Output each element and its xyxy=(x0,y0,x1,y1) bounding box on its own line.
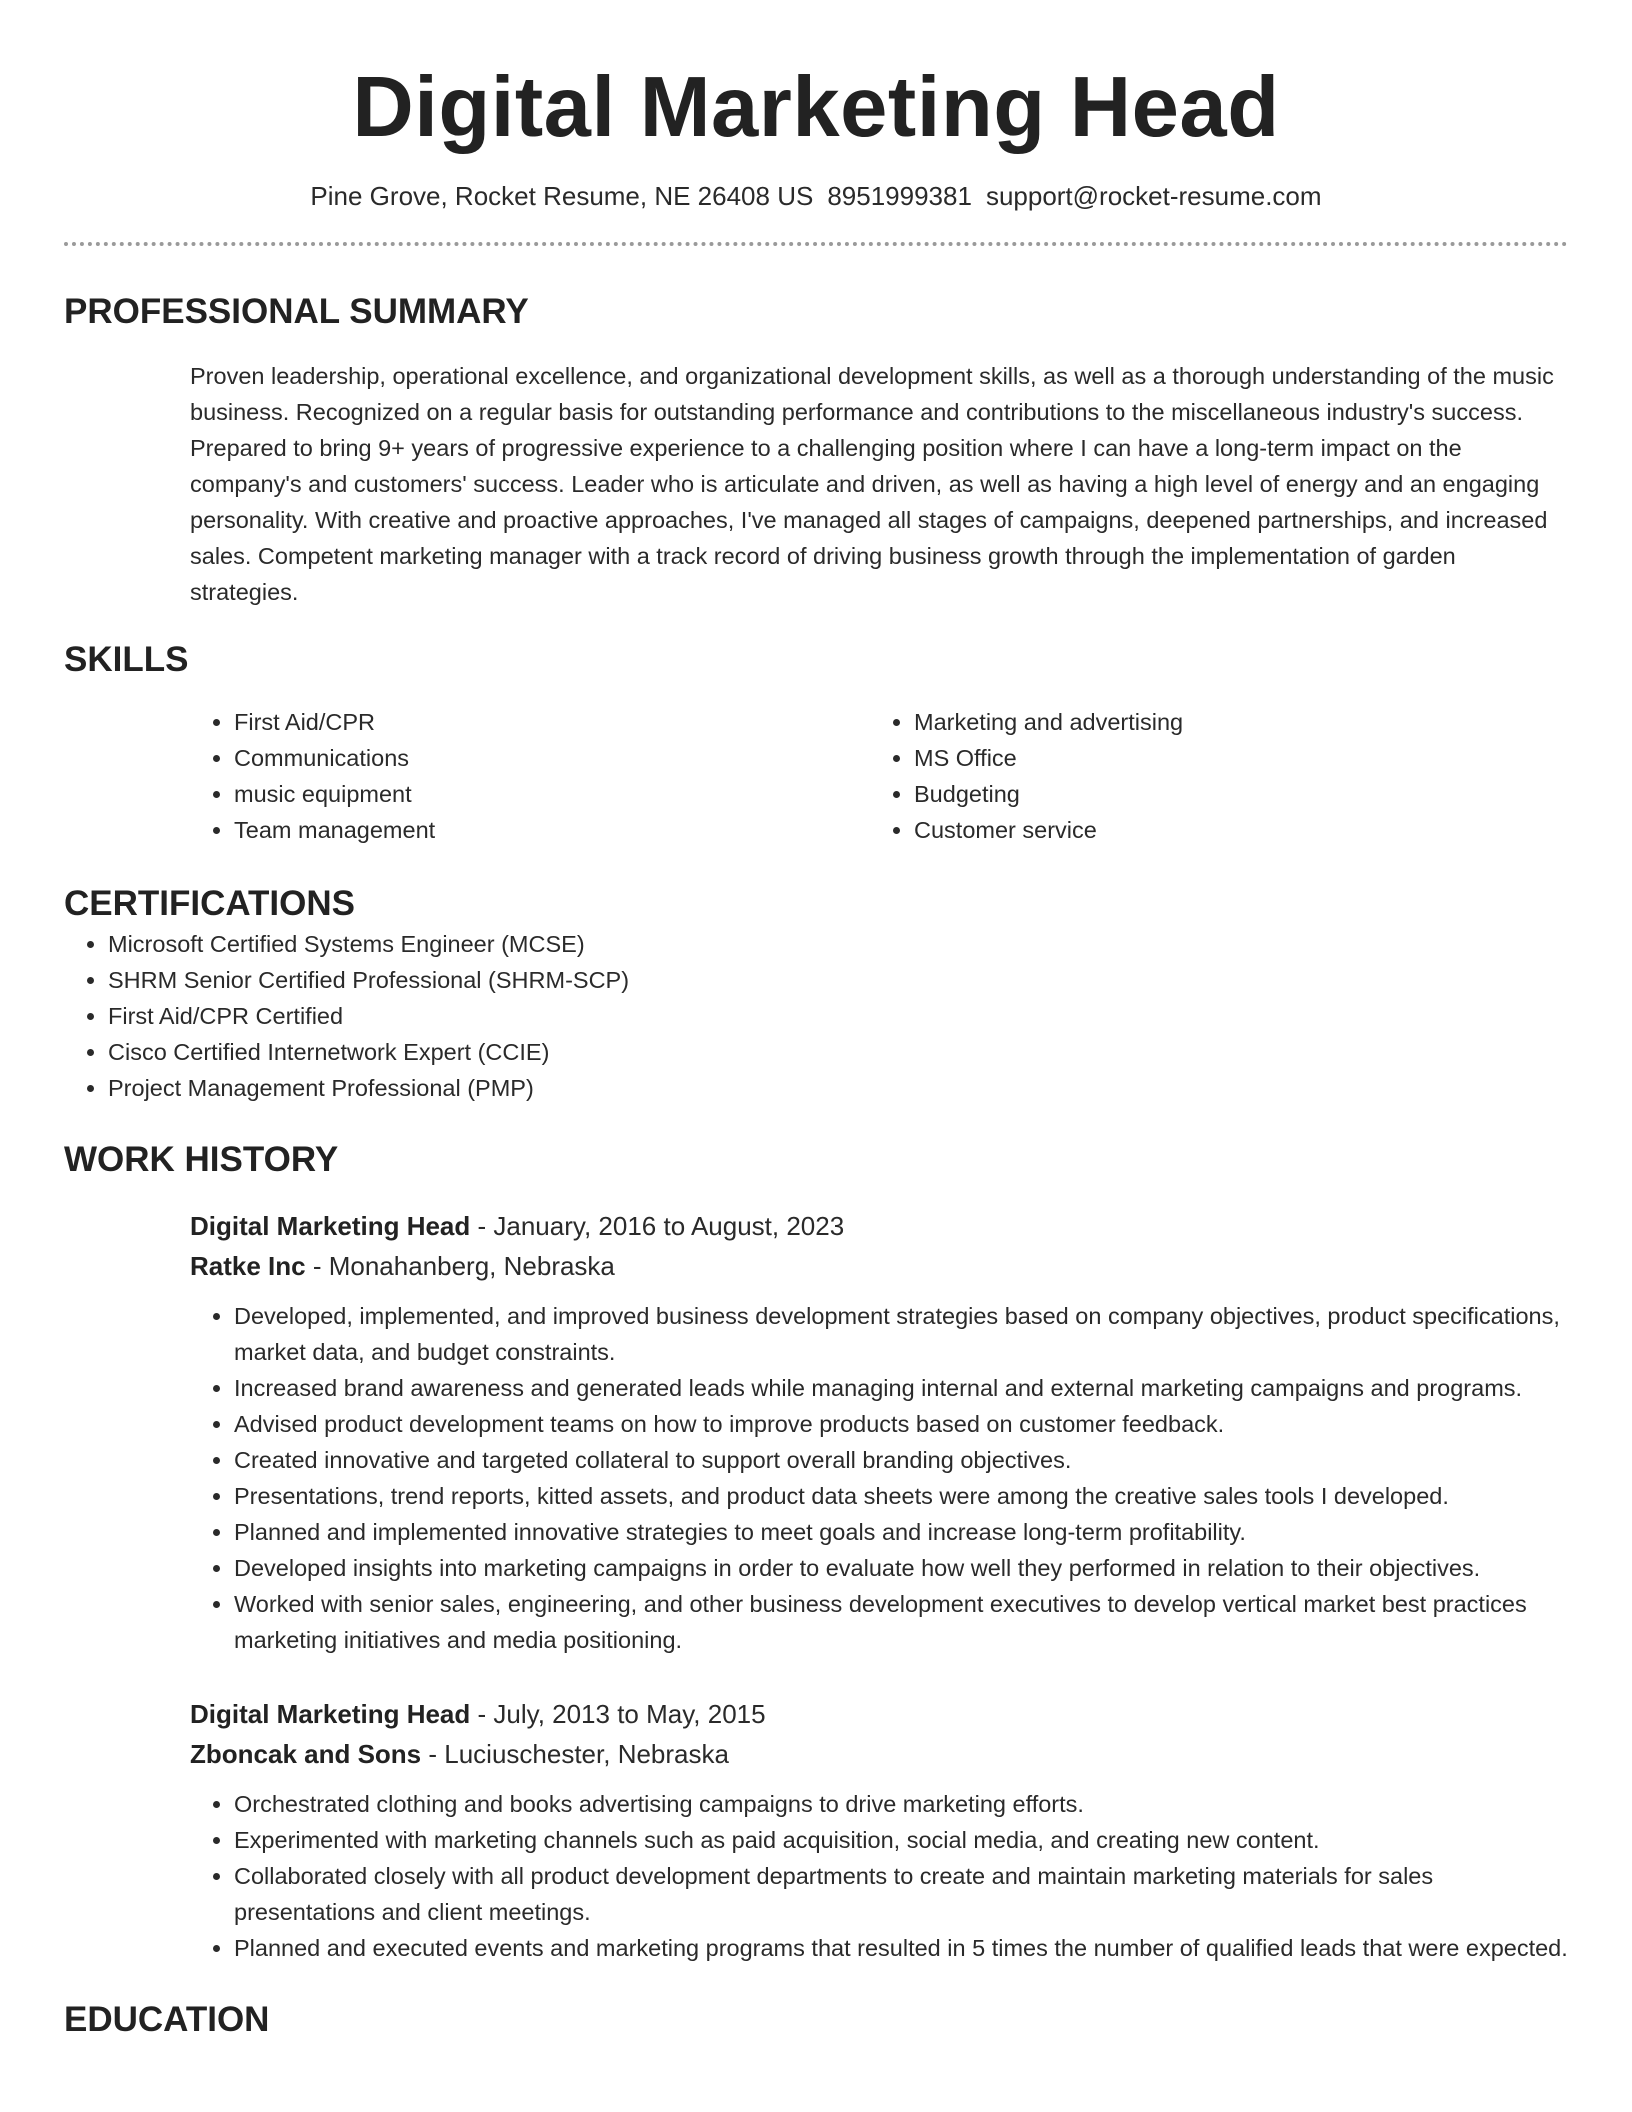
job-company-line xyxy=(190,1734,1568,1774)
skill-item: • Budgeting xyxy=(914,776,1550,812)
certifications-list xyxy=(64,926,1568,1106)
job-bullet: • Presentations, trend reports, kitted assets, and product data sheets were among the creative sales tools I developed. xyxy=(234,1478,1568,1514)
job-bullet: • Planned and implemented innovative strategies to meet goals and increase long-term profitability. xyxy=(234,1514,1568,1550)
job-title-line xyxy=(190,1694,1568,1734)
job-dates: - July, 2013 to May, 2015 xyxy=(470,1699,766,1729)
job-role: Digital Marketing Head xyxy=(190,1699,471,1729)
work-history-section xyxy=(64,1138,1568,1966)
summary-heading: PROFESSIONAL SUMMARY xyxy=(64,292,529,331)
certification-item: • SHRM Senior Certified Professional (SHRM-SCP) xyxy=(108,962,1568,998)
skills-section xyxy=(64,638,1568,848)
summary-text: Proven leadership, operational excellence, and organizational development skills, as well as a thorough understanding of the music business. Recognized on a regular basis for outstanding performance and contributions to the miscellaneous industry's success. Prepared to bring 9+ years of progressive experience to a challenging position where I can have a long-term impact on the company's and customers' success. Leader who is articulate and driven, as well as having a high level of energy and an engaging personality. With creative and proactive approaches, I've managed all stages of campaigns, deepened partnerships, and increased sales. Competent marketing manager with a track record of driving business growth through the implementation of garden strategies. xyxy=(190,363,1554,605)
contact-email: support@rocket-resume.com xyxy=(985,181,1322,211)
certification-item: • Project Management Professional (PMP) xyxy=(108,1070,1568,1106)
skills-list-left xyxy=(190,704,870,848)
job-bullet: • Experimented with marketing channels such as paid acquisition, social media, and creating new content. xyxy=(234,1822,1568,1858)
education-heading: EDUCATION xyxy=(64,2000,270,2039)
job-bullet: • Orchestrated clothing and books advertising campaigns to drive marketing efforts. xyxy=(234,1786,1568,1822)
job-location: - Luciuschester, Nebraska xyxy=(421,1739,729,1769)
job-entry xyxy=(190,1694,1568,1966)
job-bullet: • Developed insights into marketing campaigns in order to evaluate how well they performed in relation to their objectives. xyxy=(234,1550,1568,1586)
work-history-heading: WORK HISTORY xyxy=(64,1140,339,1179)
job-bullet: • Collaborated closely with all product development departments to create and maintain marketing materials for sales presentations and client meetings. xyxy=(234,1858,1568,1930)
job-bullets xyxy=(190,1786,1568,1966)
header-divider xyxy=(64,242,1568,246)
job-company: Ratke Inc xyxy=(190,1251,306,1281)
skill-item: • MS Office xyxy=(914,740,1550,776)
job-bullet: • Planned and executed events and marketing programs that resulted in 5 times the number of qualified leads that were expected. xyxy=(234,1930,1568,1966)
certification-item: • Cisco Certified Internetwork Expert (CCIE) xyxy=(108,1034,1568,1070)
summary-section xyxy=(64,290,1568,610)
skill-item: • Customer service xyxy=(914,812,1550,848)
job-bullet: • Worked with senior sales, engineering, and other business development executives to develop vertical market best practices marketing initiatives and media positioning. xyxy=(234,1586,1568,1658)
skills-grid xyxy=(190,704,1568,848)
certifications-section xyxy=(64,882,1568,1106)
skill-item: • Marketing and advertising xyxy=(914,704,1550,740)
job-bullet: • Advised product development teams on how to improve products based on customer feedback. xyxy=(234,1406,1568,1442)
certification-item: • Microsoft Certified Systems Engineer (MCSE) xyxy=(108,926,1568,962)
job-dates: - January, 2016 to August, 2023 xyxy=(470,1211,845,1241)
job-bullet: • Developed, implemented, and improved business development strategies based on company objectives, product specifications, market data, and budget constraints. xyxy=(234,1298,1568,1370)
certifications-heading: CERTIFICATIONS xyxy=(64,884,356,923)
job-entry xyxy=(190,1206,1568,1658)
job-role: Digital Marketing Head xyxy=(190,1211,471,1241)
contact-phone: 8951999381 xyxy=(827,181,972,211)
skill-item: • Team management xyxy=(234,812,870,848)
job-company-line xyxy=(190,1246,1568,1286)
job-company: Zboncak and Sons xyxy=(190,1739,422,1769)
skills-list-right xyxy=(870,704,1550,848)
job-bullet: • Increased brand awareness and generated leads while managing internal and external marketing campaigns and programs. xyxy=(234,1370,1568,1406)
skill-item: • music equipment xyxy=(234,776,870,812)
skills-heading: SKILLS xyxy=(64,640,189,679)
education-section xyxy=(64,1998,1568,2042)
job-location: - Monahanberg, Nebraska xyxy=(305,1251,615,1281)
contact-address: Pine Grove, Rocket Resume, NE 26408 US xyxy=(310,181,814,211)
job-bullets xyxy=(190,1298,1568,1658)
candidate-name: Digital Marketing Head xyxy=(352,60,1280,155)
job-title-line xyxy=(190,1206,1568,1246)
contact-line xyxy=(64,178,1568,214)
skill-item: • Communications xyxy=(234,740,870,776)
skill-item: • First Aid/CPR xyxy=(234,704,870,740)
certification-item: • First Aid/CPR Certified xyxy=(108,998,1568,1034)
job-bullet: • Created innovative and targeted collateral to support overall branding objectives. xyxy=(234,1442,1568,1478)
resume-page xyxy=(64,0,1568,2042)
